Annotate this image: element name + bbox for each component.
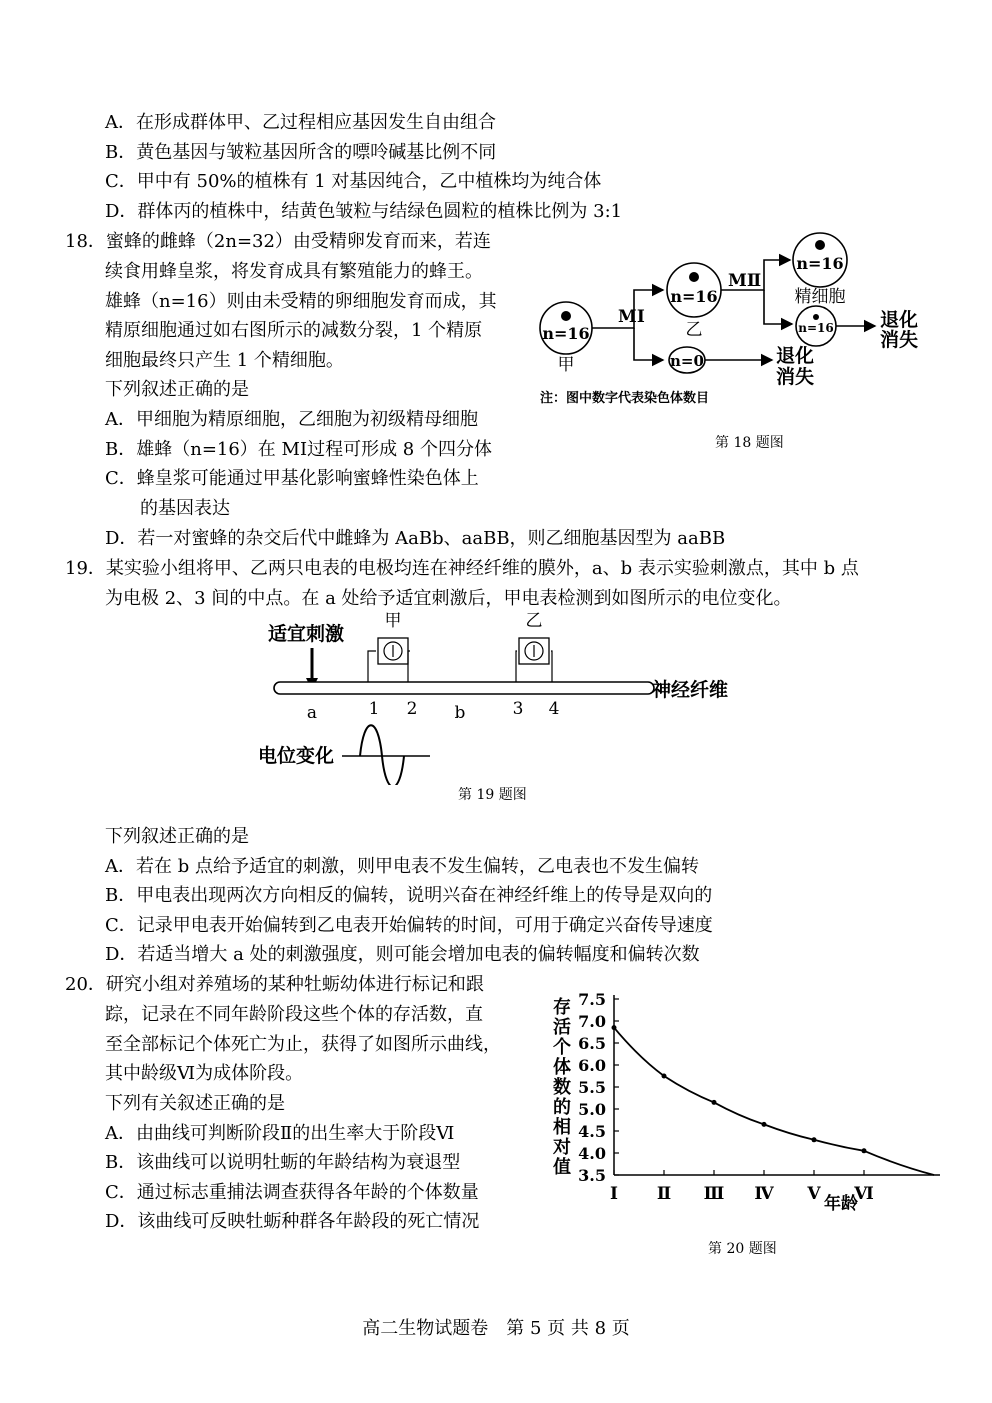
q19-prompt: 下列叙述正确的是 bbox=[105, 826, 249, 847]
q18-prompt: 下列叙述正确的是 bbox=[105, 379, 249, 400]
y-axis-label-char: 存 bbox=[553, 997, 571, 1018]
y-tick-label: 7.0 bbox=[578, 1012, 606, 1031]
cell-yi-label: n=16 bbox=[670, 287, 718, 306]
y-tick-label: 6.0 bbox=[578, 1056, 606, 1075]
y-axis-label-char: 活 bbox=[553, 1017, 571, 1038]
label-fiber: 神经纤维 bbox=[652, 679, 729, 701]
q18-stem-1: 18．蜜蜂的雌蜂（2n=32）由受精卵发育而来，若连 bbox=[65, 231, 491, 252]
data-point bbox=[712, 1100, 717, 1105]
label-electrode-4: 4 bbox=[548, 699, 560, 719]
q18-option-b: B．雄蜂（n=16）在 MI过程可形成 8 个四分体 bbox=[105, 439, 492, 460]
degen2-b: 消失 bbox=[776, 366, 815, 388]
q18-option-c-cont: 的基因表达 bbox=[140, 498, 230, 519]
q17-option-a: A．在形成群体甲、乙过程相应基因发生自由组合 bbox=[105, 112, 496, 133]
nerve-fiber bbox=[274, 682, 654, 694]
cell-small-label: n=16 bbox=[798, 321, 834, 335]
q19-option-d: D．若适当增大 a 处的刺激强度，则可能会增加电表的偏转幅度和偏转次数 bbox=[105, 944, 700, 965]
y-axis-label-char: 对 bbox=[553, 1137, 571, 1158]
degen2-a: 退化 bbox=[776, 345, 815, 367]
x-tick-label: Ⅴ bbox=[807, 1184, 821, 1204]
y-axis-label-char: 值 bbox=[553, 1157, 571, 1178]
label-potential: 电位变化 bbox=[258, 745, 335, 767]
q20-stem-3: 至全部标记个体死亡为止，获得了如图所示曲线， bbox=[105, 1034, 501, 1055]
x-tick-label: Ⅵ bbox=[854, 1184, 874, 1204]
cell-zero-label: n=0 bbox=[670, 352, 704, 370]
q19-nerve-diagram bbox=[250, 610, 770, 785]
label-sperm: 精细胞 bbox=[794, 287, 846, 307]
label-meter-yi: 乙 bbox=[525, 611, 543, 631]
q18-option-a: A．甲细胞为精原细胞，乙细胞为初级精母细胞 bbox=[105, 409, 478, 430]
x-tick-label: Ⅲ bbox=[703, 1184, 725, 1204]
y-axis-label bbox=[552, 996, 571, 1178]
y-tick-label: 7.5 bbox=[578, 990, 606, 1009]
data-point bbox=[762, 1122, 767, 1127]
survival-curve-chart bbox=[540, 985, 960, 1220]
label-mi: MⅠ bbox=[618, 307, 645, 327]
q20-option-b: B．该曲线可以说明牡蛎的年龄结构为衰退型 bbox=[105, 1152, 461, 1173]
label-stimulus: 适宜刺激 bbox=[268, 623, 345, 645]
page-footer: 高二生物试题卷 第 5 页 共 8 页 bbox=[362, 1318, 630, 1339]
degen1-a: 退化 bbox=[880, 309, 919, 331]
q20-stem-2: 踪，记录在不同年龄阶段这些个体的存活数，直 bbox=[105, 1004, 483, 1025]
q18-option-c: C．蜂皇浆可能通过甲基化影响蜜蜂性染色体上 bbox=[105, 468, 479, 489]
y-axis-label-char: 相 bbox=[553, 1117, 571, 1138]
y-tick-label: 4.0 bbox=[578, 1144, 606, 1163]
data-point bbox=[862, 1148, 867, 1153]
label-point-a: a bbox=[306, 703, 318, 723]
y-axis-label-char: 个 bbox=[553, 1037, 571, 1058]
q18-stem-2: 续食用蜂皇浆，将发育成具有繁殖能力的蜂王。 bbox=[105, 261, 483, 282]
q19-option-b: B．甲电表出现两次方向相反的偏转，说明兴奋在神经纤维上的传导是双向的 bbox=[105, 885, 713, 906]
label-electrode-1: 1 bbox=[368, 699, 380, 719]
label-jia: 甲 bbox=[557, 355, 575, 375]
survival-curve-line bbox=[614, 1028, 934, 1175]
label-point-b: b bbox=[454, 703, 466, 723]
y-tick-label: 4.5 bbox=[578, 1122, 606, 1141]
q17-option-b: B．黄色基因与皱粒基因所含的嘌呤碱基比例不同 bbox=[105, 142, 497, 163]
label-meter-jia: 甲 bbox=[384, 611, 402, 631]
data-point bbox=[662, 1074, 667, 1079]
y-axis-label-char: 的 bbox=[553, 1097, 571, 1118]
q18-stem-5: 细胞最终只产生 1 个精细胞。 bbox=[105, 350, 344, 371]
q18-figure-note: 注：图中数字代表染色体数目 bbox=[540, 391, 710, 406]
data-point bbox=[612, 1025, 617, 1030]
q19-stem-1: 19．某实验小组将甲、乙两只电表的电极均连在神经纤维的膜外，a、b 表示实验刺激点，其中 b 点 bbox=[65, 558, 859, 579]
q19-option-c: C．记录甲电表开始偏转到乙电表开始偏转的时间，可用于确定兴奋传导速度 bbox=[105, 915, 713, 936]
x-tick-label: Ⅳ bbox=[754, 1184, 774, 1204]
label-yi: 乙 bbox=[685, 320, 703, 340]
q17-option-c: C．甲中有 50%的植株有 1 对基因纯合，乙中植株均为纯合体 bbox=[105, 171, 602, 192]
y-tick-label: 5.0 bbox=[578, 1100, 606, 1119]
q17-option-d: D．群体丙的植株中，结黄色皱粒与结绿色圆粒的植株比例为 3:1 bbox=[105, 201, 623, 222]
y-tick-label: 6.5 bbox=[578, 1034, 606, 1053]
q18-option-d: D．若一对蜜蜂的杂交后代中雌蜂为 AaBb、aaBB，则乙细胞基因型为 aaBB bbox=[105, 528, 726, 549]
q20-prompt: 下列有关叙述正确的是 bbox=[105, 1093, 285, 1114]
x-tick-label: Ⅰ bbox=[610, 1184, 618, 1204]
y-axis-label-char: 数 bbox=[553, 1077, 571, 1098]
q20-option-a: A．由曲线可判断阶段Ⅱ的出生率大于阶段Ⅵ bbox=[105, 1123, 455, 1144]
q19-stem-2: 为电极 2、3 间的中点。在 a 处给予适宜刺激后，甲电表检测到如图所示的电位变化。 bbox=[105, 588, 792, 609]
cell-jia-label: n=16 bbox=[542, 324, 590, 343]
q20-stem-4: 其中龄级Ⅵ为成体阶段。 bbox=[105, 1063, 304, 1084]
data-point bbox=[812, 1137, 817, 1142]
q20-option-c: C．通过标志重捕法调查获得各年龄的个体数量 bbox=[105, 1182, 479, 1203]
y-tick-label: 5.5 bbox=[578, 1078, 606, 1097]
cell-sperm-label: n=16 bbox=[796, 254, 844, 273]
q18-caption: 第 18 题图 bbox=[715, 435, 784, 451]
label-mii: MⅡ bbox=[728, 271, 762, 291]
q19-option-a: A．若在 b 点给予适宜的刺激，则甲电表不发生偏转，乙电表也不发生偏转 bbox=[105, 856, 699, 877]
x-axis-label: 年龄 bbox=[824, 1194, 858, 1214]
y-axis-label-char: 体 bbox=[553, 1057, 571, 1078]
q20-stem-1: 20．研究小组对养殖场的某种牡蛎幼体进行标记和跟 bbox=[65, 974, 484, 995]
label-electrode-2: 2 bbox=[406, 699, 418, 719]
label-electrode-3: 3 bbox=[512, 699, 524, 719]
potential-wave bbox=[360, 725, 404, 785]
x-tick-label: Ⅱ bbox=[656, 1184, 672, 1204]
y-tick-label: 3.5 bbox=[578, 1166, 606, 1185]
q20-caption: 第 20 题图 bbox=[708, 1241, 777, 1257]
degen1-b: 消失 bbox=[880, 329, 919, 351]
q18-stem-4: 精原细胞通过如右图所示的减数分裂，1 个精原 bbox=[105, 320, 483, 341]
q19-caption: 第 19 题图 bbox=[458, 787, 527, 803]
q20-option-d: D．该曲线可反映牡蛎种群各年龄段的死亡情况 bbox=[105, 1211, 480, 1232]
q18-stem-3: 雄蜂（n=16）则由未受精的卵细胞发育而成，其 bbox=[105, 291, 497, 312]
